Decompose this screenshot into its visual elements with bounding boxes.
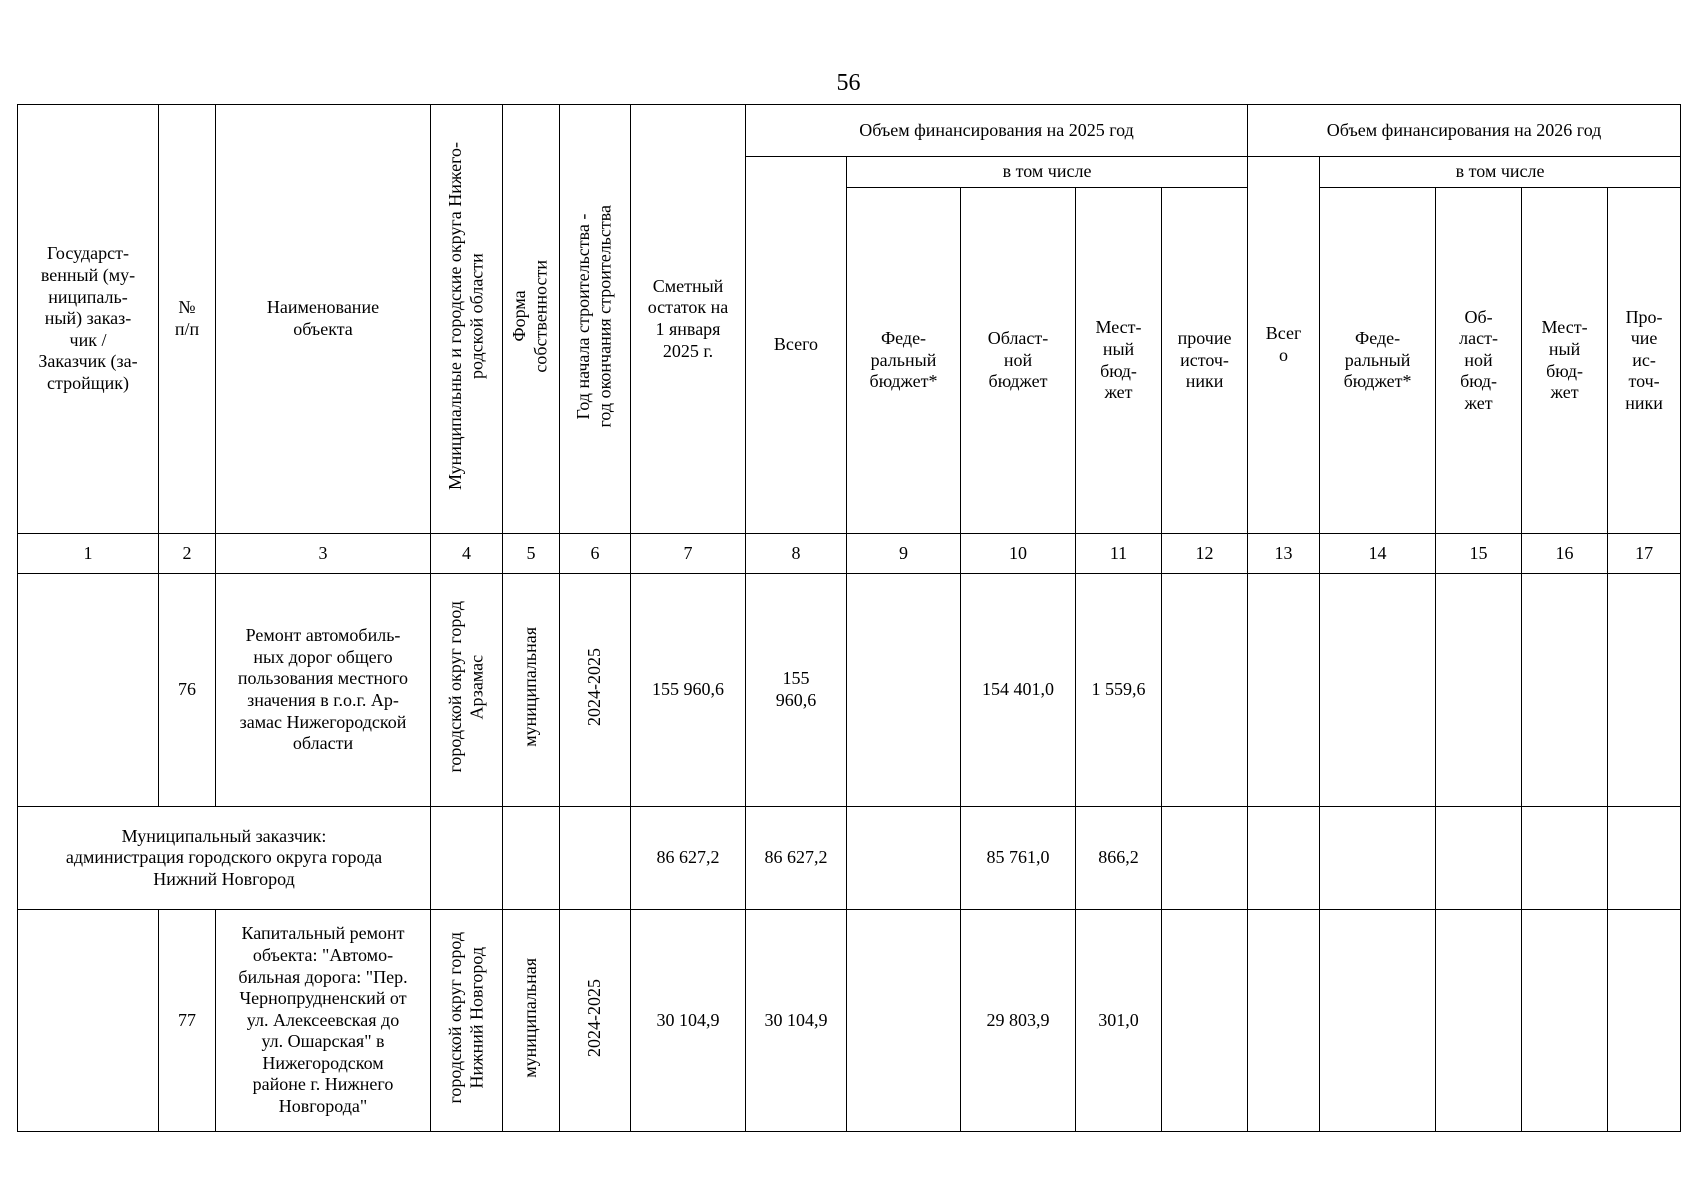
header-ownership (503, 105, 560, 534)
header-customer: Государст- венный (му- ниципаль- ный) заказ- чик / Заказчик (за- стройщик) (18, 105, 159, 534)
cell-estimate: 86 627,2 (631, 807, 746, 910)
cell-local-2026 (1522, 807, 1608, 910)
column-number: 11 (1076, 534, 1162, 574)
header-municipal-text: Муниципальные и городские округа Нижего- родской области (444, 142, 487, 491)
cell-regional-2026 (1436, 574, 1522, 807)
cell-federal-2026 (1320, 574, 1436, 807)
header-other-2025: прочие источ- ники (1162, 188, 1248, 534)
cell-federal-2026 (1320, 807, 1436, 910)
financing-table (17, 104, 1681, 1132)
cell-local-2026 (1522, 574, 1608, 807)
header-local-2025: Мест- ный бюд- жет (1076, 188, 1162, 534)
header-including-2026: в том числе (1320, 157, 1681, 188)
column-number: 5 (503, 534, 560, 574)
cell-other-2025 (1162, 807, 1248, 910)
cell-ownership (503, 807, 560, 910)
page-number: 56 (836, 70, 861, 96)
cell-total-2025: 155 960,6 (746, 574, 847, 807)
header-federal-2026: Феде- ральный бюджет* (1320, 188, 1436, 534)
cell-other-2025 (1162, 910, 1248, 1132)
cell-estimate: 155 960,6 (631, 574, 746, 807)
header-including-2025: в том числе (847, 157, 1248, 188)
customer-row (18, 807, 1681, 910)
column-number: 10 (961, 534, 1076, 574)
header-financing-2026: Объем финансирования на 2026 год (1248, 105, 1681, 157)
column-number: 13 (1248, 534, 1320, 574)
cell-object-name: Ремонт автомобиль- ных дорог общего пользования местного значения в г.о.г. Ар- замас Нижегородской области (216, 574, 431, 807)
column-number: 15 (1436, 534, 1522, 574)
cell-regional-2025: 154 401,0 (961, 574, 1076, 807)
column-number: 8 (746, 534, 847, 574)
cell-estimate: 30 104,9 (631, 910, 746, 1132)
cell-years (560, 910, 631, 1132)
column-number: 12 (1162, 534, 1248, 574)
column-number: 17 (1608, 534, 1681, 574)
cell-total-2026 (1248, 807, 1320, 910)
cell-years (560, 807, 631, 910)
header-financing-2025: Объем финансирования на 2025 год (746, 105, 1248, 157)
cell-customer (18, 910, 159, 1132)
column-number: 7 (631, 534, 746, 574)
column-number-row (18, 534, 1681, 574)
header-regional-2026: Об- ласт- ной бюд- жет (1436, 188, 1522, 534)
cell-ownership (503, 574, 560, 807)
header-federal-2025: Феде- ральный бюджет* (847, 188, 961, 534)
column-number: 6 (560, 534, 631, 574)
cell-ownership (503, 910, 560, 1132)
column-number: 9 (847, 534, 961, 574)
column-number: 1 (18, 534, 159, 574)
header-municipal-district (431, 105, 503, 534)
cell-municipal (431, 807, 503, 910)
header-estimate-balance: Сметный остаток на 1 января 2025 г. (631, 105, 746, 534)
cell-municipal (431, 574, 503, 807)
cell-other-2026 (1608, 807, 1681, 910)
column-number: 4 (431, 534, 503, 574)
cell-regional-2025: 85 761,0 (961, 807, 1076, 910)
cell-other-2026 (1608, 910, 1681, 1132)
cell-federal-2025 (847, 910, 961, 1132)
cell-years-text: 2024-2025 (584, 978, 605, 1057)
cell-customer (18, 574, 159, 807)
column-number: 16 (1522, 534, 1608, 574)
cell-regional-2025: 29 803,9 (961, 910, 1076, 1132)
column-number: 14 (1320, 534, 1436, 574)
cell-object-name: Капитальный ремонт объекта: "Автомо- бильная дорога: "Пер. Чернопрудненский от ул. Алексеевская до ул. Ошарская" в Нижегородском районе г. Нижнего Новгорода" (216, 910, 431, 1132)
cell-total-2025: 30 104,9 (746, 910, 847, 1132)
cell-local-2025: 1 559,6 (1076, 574, 1162, 807)
column-number: 2 (159, 534, 216, 574)
cell-ownership-text: муниципальная (520, 627, 541, 748)
header-other-2026: Про- чие ис- точ- ники (1608, 188, 1681, 534)
cell-municipal (431, 910, 503, 1132)
cell-customer-label: Муниципальный заказчик: администрация городского округа города Нижний Новгород (18, 807, 431, 910)
header-number: № п/п (159, 105, 216, 534)
column-number: 3 (216, 534, 431, 574)
cell-federal-2025 (847, 807, 961, 910)
cell-local-2026 (1522, 910, 1608, 1132)
cell-total-2026 (1248, 574, 1320, 807)
cell-federal-2025 (847, 574, 961, 807)
header-object-name: Наименование объекта (216, 105, 431, 534)
cell-ownership-text: муниципальная (520, 957, 541, 1078)
cell-number: 76 (159, 574, 216, 807)
header-row-1 (18, 105, 1681, 157)
cell-local-2025: 866,2 (1076, 807, 1162, 910)
cell-regional-2026 (1436, 807, 1522, 910)
table-row-77 (18, 910, 1681, 1132)
header-total-2026: Всег о (1248, 157, 1320, 534)
cell-other-2025 (1162, 574, 1248, 807)
cell-municipal-text: городской округ город Нижний Новгород (444, 931, 487, 1104)
header-regional-2025: Област- ной бюджет (961, 188, 1076, 534)
header-local-2026: Мест- ный бюд- жет (1522, 188, 1608, 534)
header-construction-years (560, 105, 631, 534)
table-row-76 (18, 574, 1681, 807)
cell-years (560, 574, 631, 807)
header-ownership-text: Форма собственности (509, 259, 551, 373)
header-years-text: Год начала строительства - год окончания строительства (573, 204, 615, 428)
cell-total-2026 (1248, 910, 1320, 1132)
cell-municipal-text: городской округ город Арзамас (444, 601, 487, 773)
cell-number: 77 (159, 910, 216, 1132)
cell-local-2025: 301,0 (1076, 910, 1162, 1132)
header-total-2025: Всего (746, 157, 847, 534)
cell-regional-2026 (1436, 910, 1522, 1132)
cell-federal-2026 (1320, 910, 1436, 1132)
cell-total-2025: 86 627,2 (746, 807, 847, 910)
cell-other-2026 (1608, 574, 1681, 807)
cell-years-text: 2024-2025 (584, 648, 605, 727)
